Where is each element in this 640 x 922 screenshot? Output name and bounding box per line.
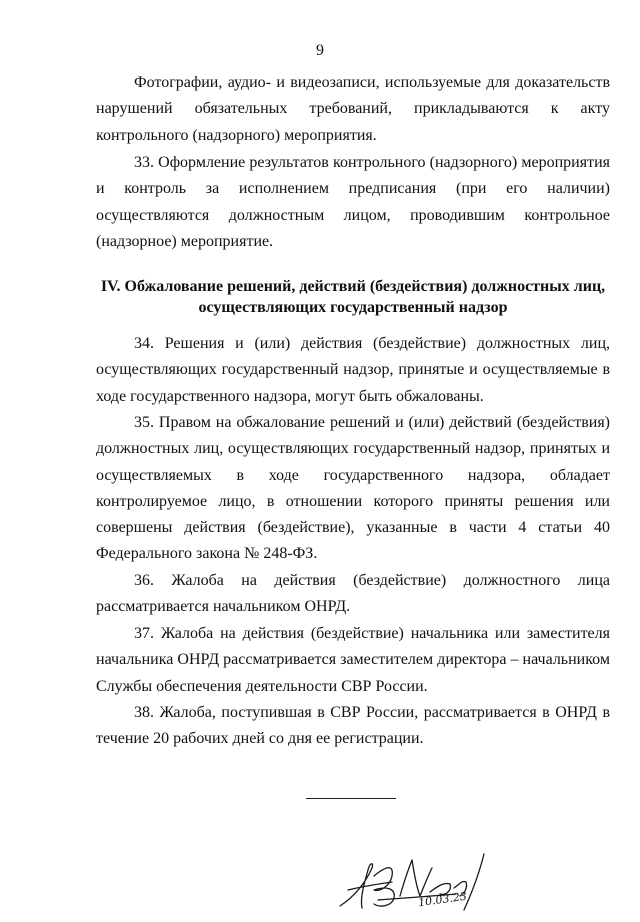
page-number: 9 <box>316 42 324 59</box>
paragraph-36: 36. Жалоба на действия (бездействие) должностного лица рассматривается начальником ОНРД. <box>96 572 610 616</box>
section-heading: IV. Обжалование решений, действий (бездействия) должностных лиц, осуществляющих государственный надзор <box>100 278 606 316</box>
paragraph-35: 35. Правом на обжалование решений и (или) действий (бездействия) должностных лиц, осуществляющих государственный надзор, принятых и осуществляемых в ходе государственного надзора, обладает контролируемое лицо, в отношении которого приняты решения или совершены действия (бездействие), указанные в части 4 статьи 40 Федерального закона № 248-ФЗ. <box>96 414 610 563</box>
separator-line <box>306 798 396 799</box>
signature-date: 10.03.23 <box>417 889 468 910</box>
paragraph-38: 38. Жалоба, поступившая в СВР России, рассматривается в ОНРД в течение 20 рабочих дней со дня ее регистрации. <box>96 704 610 748</box>
paragraph-33: 33. Оформление результатов контрольного (надзорного) мероприятия и контроль за исполнением предписания (при его наличии) осуществляются должностным лицом, проводившим контрольное (надзорное) мероприятие. <box>96 154 610 250</box>
paragraph-photos: Фотографии, аудио- и видеозаписи, используемые для доказательств нарушений обязательных требований, прикладываются к акту контрольного (надзорного) мероприятия. <box>96 74 610 144</box>
paragraph-37: 37. Жалоба на действия (бездействие) начальника или заместителя начальника ОНРД рассматривается заместителем директора – начальником Службы обеспечения деятельности СВР России. <box>96 625 610 695</box>
paragraph-34: 34. Решения и (или) действия (бездействие) должностных лиц, осуществляющих государственный надзор, принятые и осуществляемые в ходе государственного надзора, могут быть обжалованы. <box>96 335 610 405</box>
